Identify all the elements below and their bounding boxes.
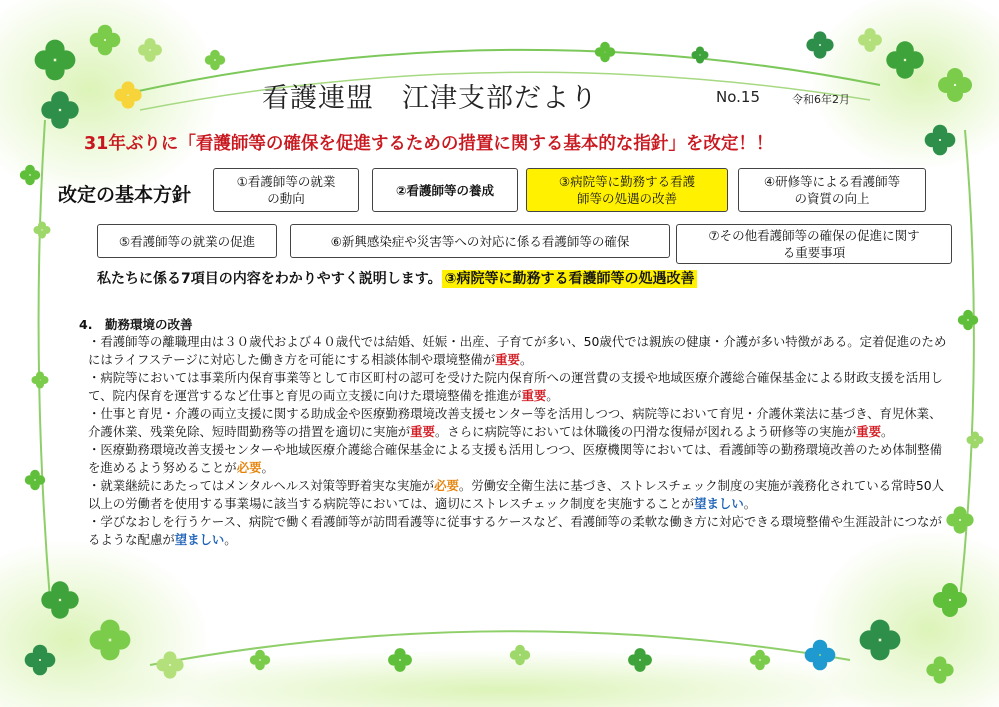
paragraph-text: 。 <box>519 352 533 367</box>
policy-item-7 <box>676 224 952 264</box>
paragraph-text: ・看護師等の離職理由は３０歳代および４０歳代では結婚、妊娠・出産、子育てが多い、50歳代では親族の健康・介護が多い特徴がある。定着促進のためにはライフステージに対応した働き方を可能にする相談体制や環境整備が <box>88 334 947 367</box>
paragraph-text: ・仕事と育児・介護の両立支援に関する助成金や医療勤務環境改善支援センター等を活用しつつ、病院等において育児・介護休業法に基づき、育児休業、介護休業、残業免除、短時間勤務等の措置を適切に実施が <box>88 406 942 439</box>
policy-item-text: の動向 <box>267 191 305 206</box>
paragraph-text: ・学びなおしを行うケース、病院で働く看護師等が訪問看護等に従事するケースなど、看護師等の柔軟な働き方に対応できる環境整備や生涯設計につながるような配慮が <box>88 514 942 547</box>
emphasis-text: 重要 <box>410 424 435 439</box>
intro-line <box>97 268 697 288</box>
paragraph <box>88 477 948 513</box>
policy-item-text: ⑤看護師等の就業の促進 <box>118 233 256 249</box>
policy-item-text: る重要事項 <box>782 245 846 260</box>
policy-item-text: 師等の処遇の改善 <box>576 191 677 206</box>
policy-item-text: ①看護師等の就業 <box>236 174 336 189</box>
policy-item-1 <box>213 168 359 212</box>
policy-item-2 <box>372 168 518 212</box>
newsletter-title: 看護連盟 江津支部だより <box>262 83 598 114</box>
paragraph-text: ・就業継続にあたってはメンタルヘルス対策等野着実な実施が <box>88 478 435 493</box>
policy-item-4 <box>738 168 926 212</box>
intro-highlight: ③病院等に勤務する看護師等の処遇改善 <box>442 270 698 288</box>
issue-date: 令和6年2月 <box>792 93 850 106</box>
policy-item-5 <box>97 224 277 258</box>
policy-item-text: の資質の向上 <box>794 191 870 206</box>
paragraph <box>88 333 948 369</box>
paragraph <box>88 513 948 549</box>
policy-item-6 <box>290 224 670 258</box>
section-title: 4. 勤務環境の改善 <box>79 317 193 332</box>
paragraph-text: 。 <box>224 532 237 547</box>
paragraph-text: 。さらに病院等においては休職後の円滑な復帰が図れるよう研修等の実施が <box>434 424 857 439</box>
emphasis-text: 重要 <box>856 424 881 439</box>
intro-text: 私たちに係る7項目の内容をわかりやすく説明します。 <box>97 271 442 287</box>
headline: 31年ぶりに「看護師等の確保を促進するための措置に関する基本的な指針」を改定！！ <box>84 134 774 154</box>
emphasis-text: 重要 <box>495 352 520 367</box>
issue-number: No.15 <box>716 88 760 106</box>
emphasis-text: 必要 <box>434 478 459 493</box>
policy-item-3 <box>526 168 728 212</box>
paragraph-text: ・病院等においては事業所内保育事業等として市区町村の認可を受けた院内保育所への運営費の支援や地域医療介護総合確保基金による財政支援を活用して、院内保育を運営するなど仕事と育児の両立支援に向けた環境整備を推進が <box>88 370 943 403</box>
paragraph-text: 。 <box>743 496 757 511</box>
basic-policy-label: 改定の基本方針 <box>58 184 192 206</box>
policy-item-text: ③病院等に勤務する看護 <box>558 174 696 189</box>
paragraph-text: 。 <box>881 424 894 439</box>
emphasis-text: 望ましい <box>174 532 225 547</box>
policy-item-text: ⑥新興感染症や災害等への対応に係る看護師等の確保 <box>330 233 630 249</box>
paragraph <box>88 369 948 405</box>
policy-item-text: ②看護師等の養成 <box>395 182 495 198</box>
emphasis-text: 必要 <box>236 460 262 475</box>
emphasis-text: 望ましい <box>694 496 744 511</box>
paragraph <box>88 441 948 477</box>
newsletter-header <box>262 76 598 115</box>
section-body <box>88 333 948 549</box>
paragraph <box>88 405 948 441</box>
paragraph-text: 。 <box>546 388 559 403</box>
policy-item-text: ④研修等による看護師等 <box>763 174 901 189</box>
emphasis-text: 重要 <box>521 388 547 403</box>
paragraph-text: 。 <box>261 460 274 475</box>
paragraph-text: ・医療勤務環境改善支援センターや地域医療介護総合確保基金による支援も活用しつつ、医療機関等においては、看護師等の勤務環境改善のため体制整備を進めるよう努めることが <box>88 442 942 475</box>
policy-item-text: ⑦その他看護師等の確保の促進に関す <box>708 228 920 243</box>
paragraph-text: 。労働安全衛生法に基づき、ストレスチェック制度の実施が義務化されている常時50人以上の労働者を使用する事業場に該当する病院等においては、適切にストレスチェック制度を実施することが <box>88 478 944 511</box>
